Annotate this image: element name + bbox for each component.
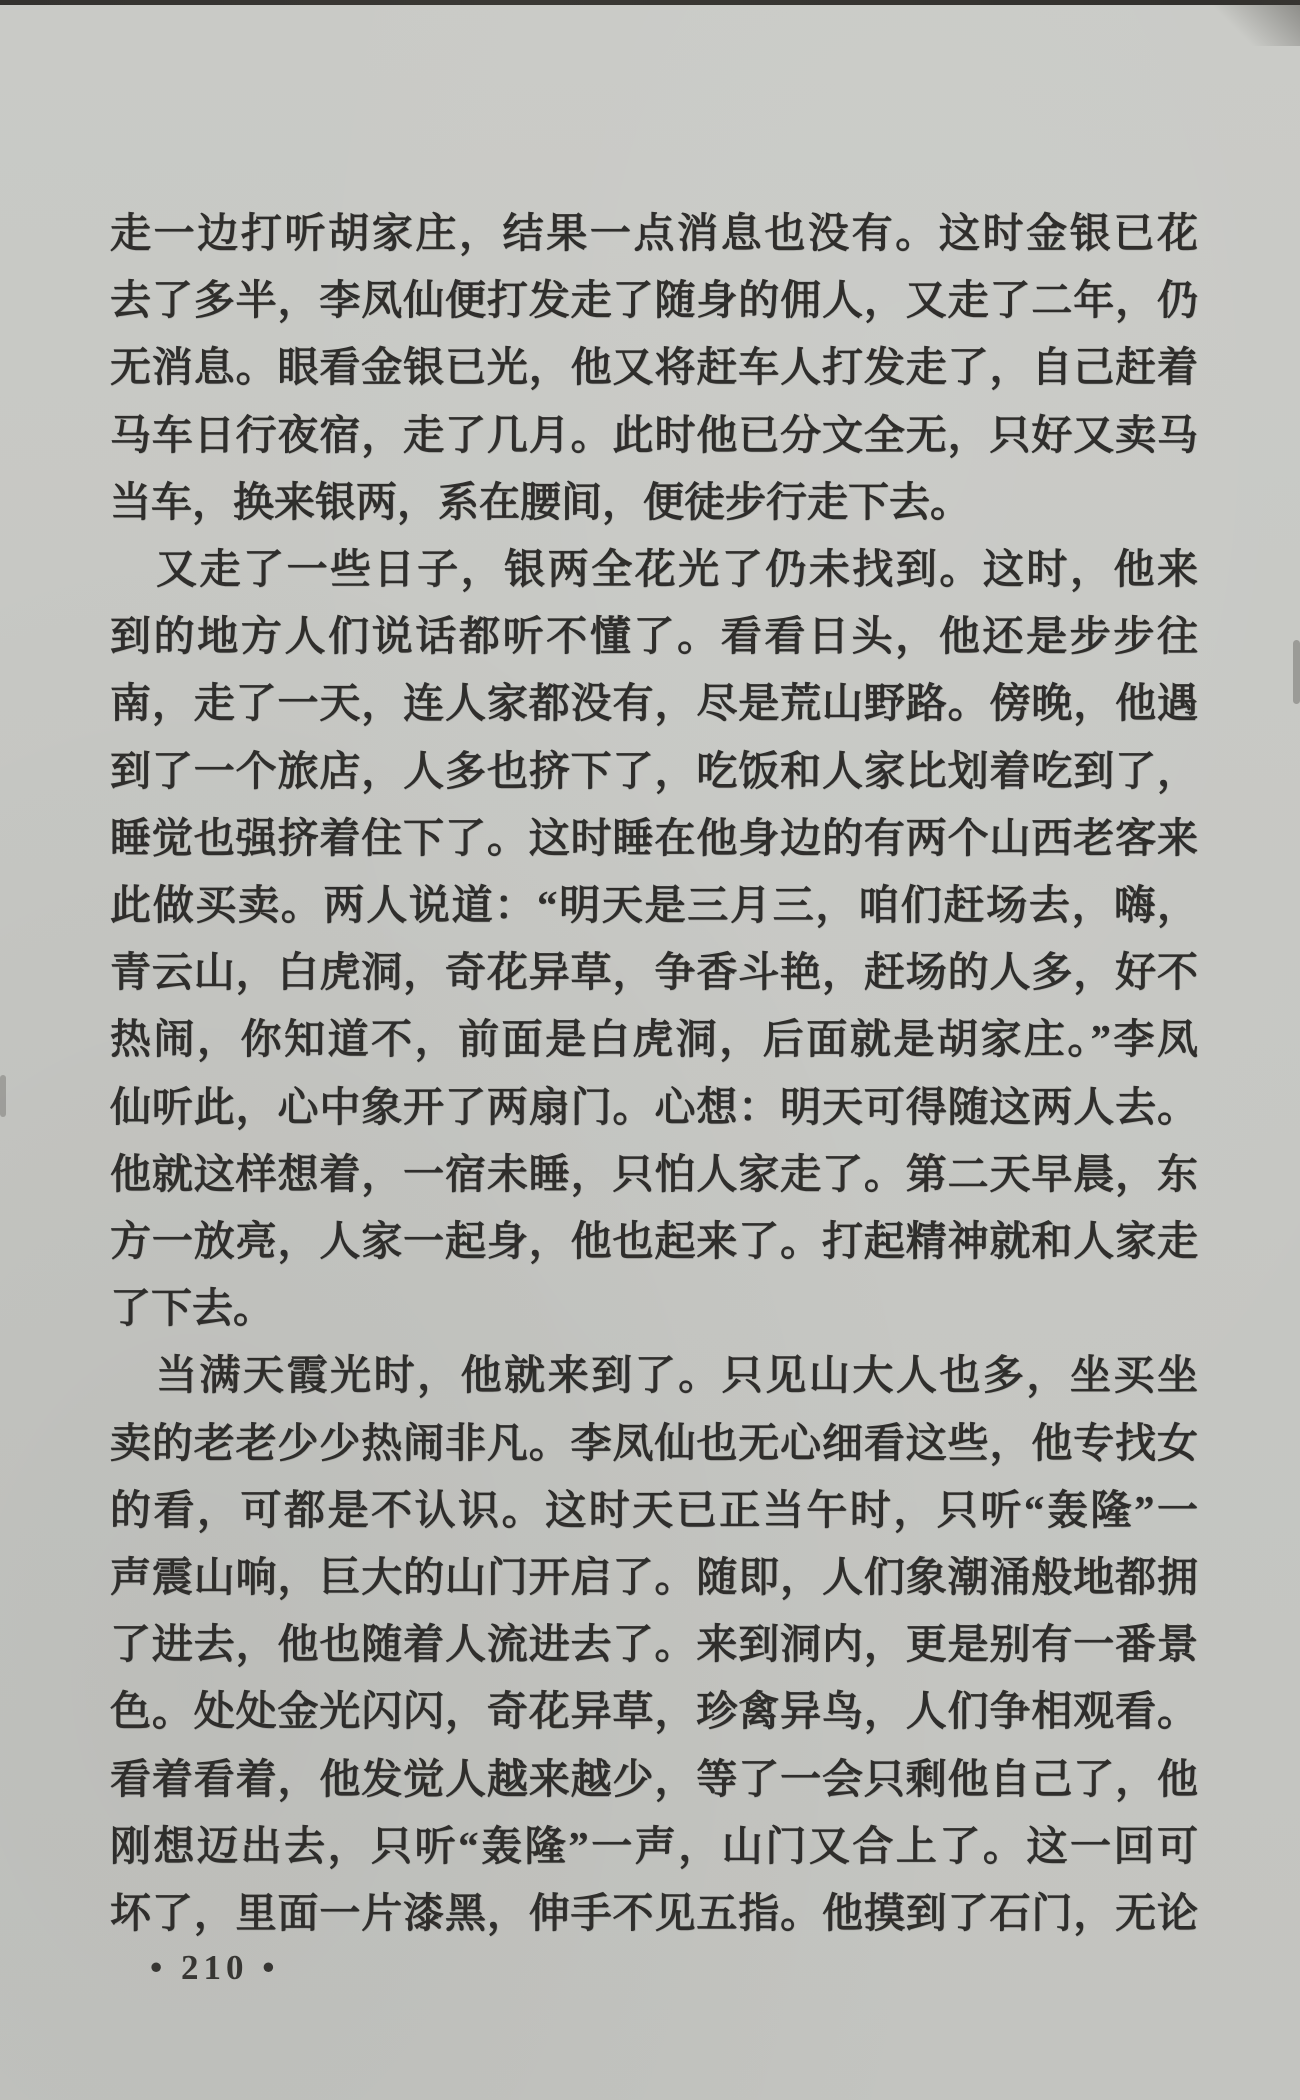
text-line: 到的地方人们说话都听不懂了。看看日头，他还是步步往 [110,613,1198,660]
text-line: 刚想迈出去，只听“轰隆”一声，山门又合上了。这一回可 [110,1822,1198,1869]
text-line: 了下去。 [110,1285,274,1332]
text-line: 走一边打听胡家庄，结果一点消息也没有。这时金银已花 [110,210,1198,256]
text-line: 他就这样想着，一宿未睡，只怕人家走了。第二天早晨，东 [110,1150,1198,1197]
text-line: 的看，可都是不认识。这时天已正当午时，只听“轰隆”一 [110,1486,1198,1533]
text-line: 睡觉也强挤着住下了。这时睡在他身边的有两个山西老客来 [110,814,1198,861]
text-line: 到了一个旅店，人多也挤下了，吃饭和人家比划着吃到了， [110,747,1198,794]
text-line: 又走了一些日子，银两全花光了仍未找到。这时，他来 [156,546,1198,593]
page-number: • 210 • [150,1948,280,1987]
scan-corner-smudge-artifact [1190,0,1300,46]
text-line: 看着看着，他发觉人越来越少，等了一会只剩他自己了，他 [110,1755,1198,1802]
body-text [110,200,1198,1947]
text-line: 坏了，里面一片漆黑，伸手不见五指。他摸到了石门，无论 [110,1890,1198,1937]
text-line: 色。处处金光闪闪，奇花异草，珍禽异鸟，人们争相观看。 [110,1688,1198,1735]
text-line: 方一放亮，人家一起身，他也起来了。打起精神就和人家走 [110,1218,1198,1265]
text-line: 无消息。眼看金银已光，他又将赶车人打发走了，自己赶着 [110,344,1198,391]
text-line: 了进去，他也随着人流进去了。来到洞内，更是别有一番景 [110,1621,1198,1668]
text-line: 马车日行夜宿，走了几月。此时他已分文全无，只好又卖马 [110,411,1198,458]
scan-left-edge-artifact [0,1075,6,1117]
text-line: 青云山，白虎洞，奇花异草，争香斗艳，赶场的人多，好不 [110,949,1198,996]
text-line: 热闹，你知道不，前面是白虎洞，后面就是胡家庄。”李凤 [110,1016,1198,1063]
text-line: 去了多半，李凤仙便打发走了随身的佣人，又走了二年，仍 [110,277,1198,324]
text-line: 南，走了一天，连人家都没有，尽是荒山野路。傍晚，他遇 [110,680,1198,727]
text-line: 当满天霞光时，他就来到了。只见山大人也多，坐买坐 [156,1352,1198,1399]
text-line: 当车，换来银两，系在腰间，便徒步行走下去。 [110,478,971,525]
text-line: 卖的老老少少热闹非凡。李凤仙也无心细看这些，他专找女 [110,1419,1198,1466]
text-line: 仙听此，心中象开了两扇门。心想：明天可得随这两人去。 [110,1083,1198,1130]
scan-right-edge-artifact [1293,640,1300,704]
scan-top-edge-artifact [0,0,1300,5]
text-line: 声震山响，巨大的山门开启了。随即，人们象潮涌般地都拥 [110,1554,1198,1601]
text-line: 此做买卖。两人说道：“明天是三月三，咱们赶场去，嗨， [110,882,1198,929]
